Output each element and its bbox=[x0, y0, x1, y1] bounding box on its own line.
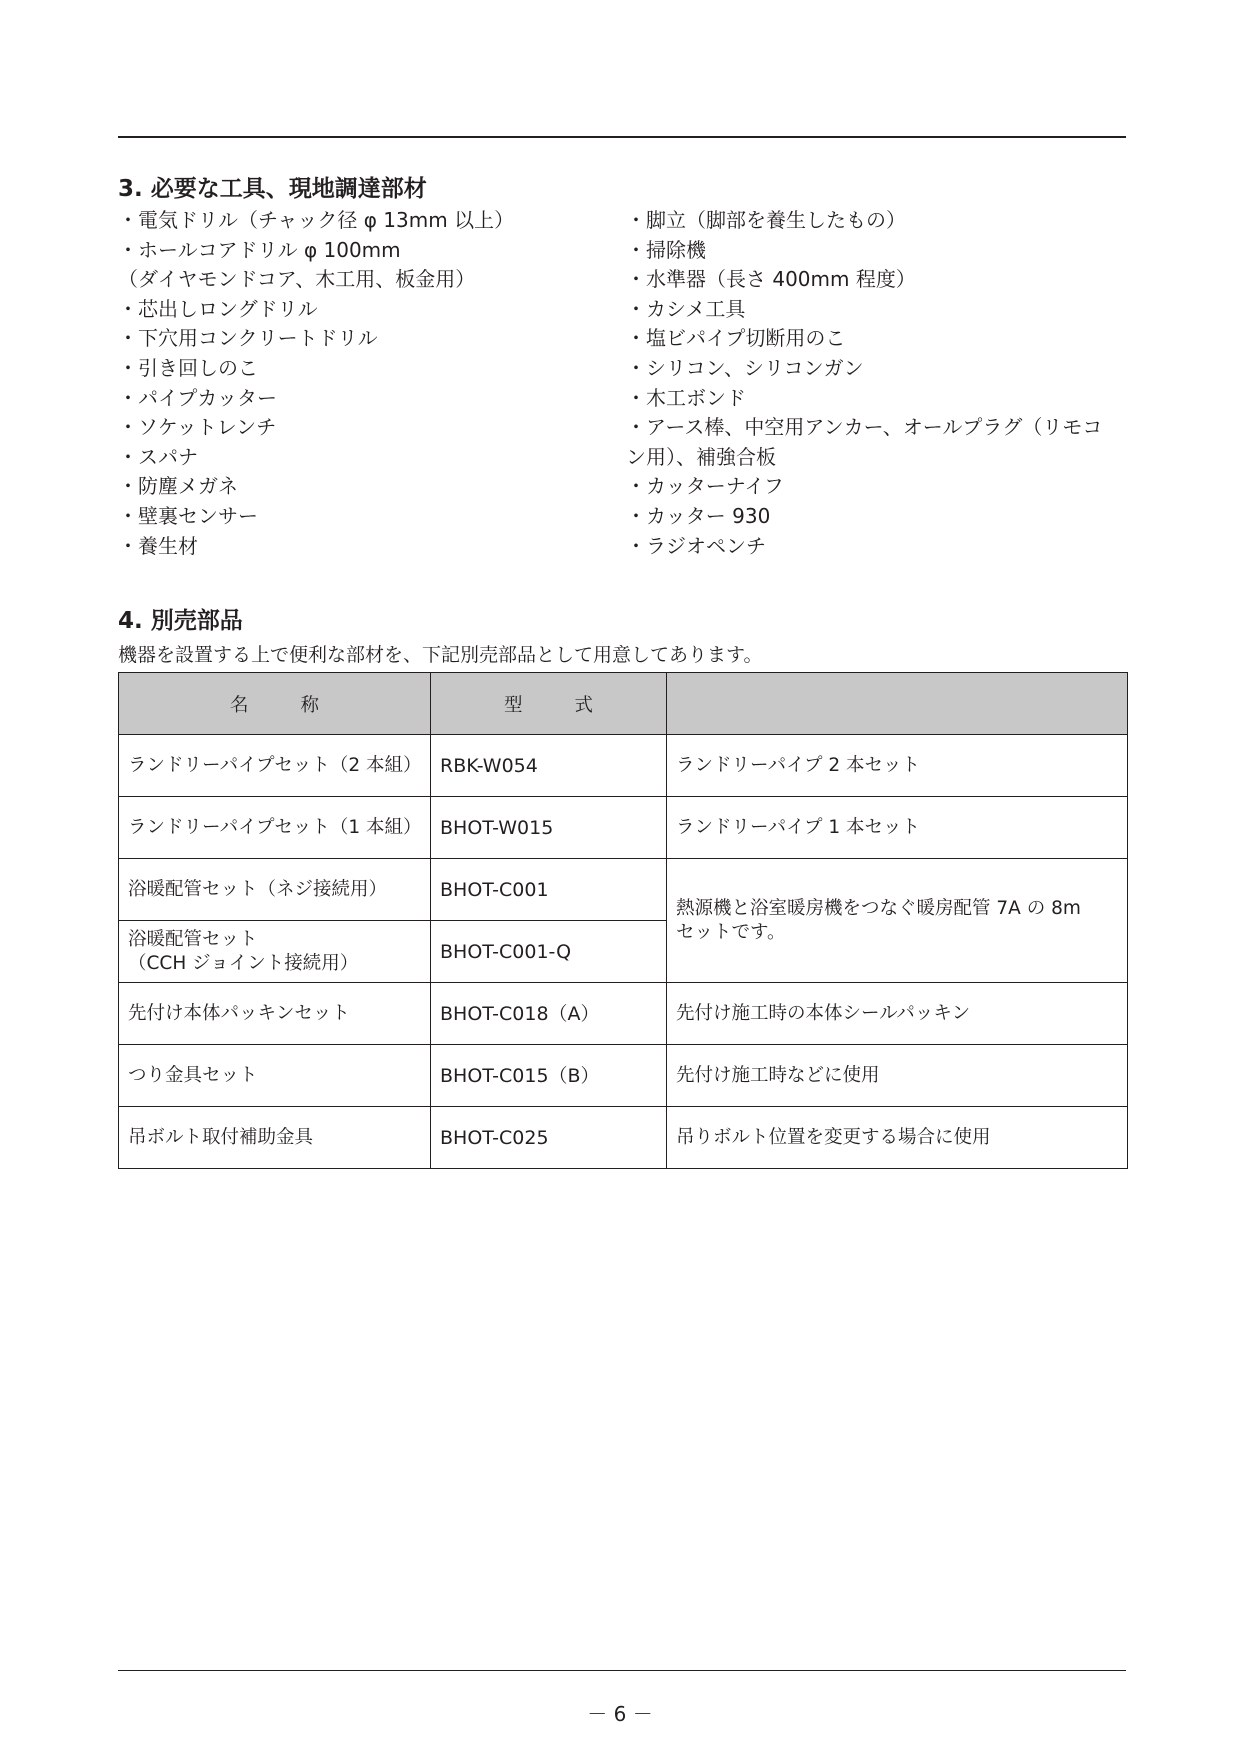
part-name: 先付け本体パッキンセット bbox=[119, 983, 431, 1045]
bottom-rule bbox=[118, 1670, 1126, 1671]
part-name: ランドリーパイプセット（2 本組） bbox=[119, 735, 431, 797]
part-description: 熱源機と浴室暖房機をつなぐ暖房配管 7A の 8m セットです。 bbox=[667, 859, 1128, 983]
section-3-title: 3. 必要な工具、現地調達部材 bbox=[118, 176, 427, 202]
table-row bbox=[119, 797, 1128, 859]
list-item: ・カッターナイフ bbox=[626, 474, 784, 499]
list-item: ・カッター 930 bbox=[626, 503, 771, 528]
list-item: ・木工ボンド bbox=[626, 385, 746, 410]
list-item: ・掃除機 bbox=[626, 237, 706, 262]
part-model: BHOT-C001 bbox=[431, 859, 667, 921]
page-number: － 6 － bbox=[587, 1702, 653, 1726]
table-row bbox=[119, 1107, 1128, 1169]
part-model: RBK-W054 bbox=[431, 735, 667, 797]
list-item: ・電気ドリル（チャック径 φ 13mm 以上） bbox=[118, 208, 515, 232]
list-item: ・カシメ工具 bbox=[626, 296, 746, 321]
header-description bbox=[667, 673, 1128, 735]
tools-list-right bbox=[626, 206, 1126, 561]
part-name: 浴暖配管セット（ネジ接続用） bbox=[119, 859, 431, 921]
list-item: ・防塵メガネ bbox=[118, 474, 238, 499]
table-header-row bbox=[119, 673, 1128, 735]
part-description: 先付け施工時などに使用 bbox=[667, 1045, 1128, 1107]
list-item: ・下穴用コンクリートドリル bbox=[118, 326, 378, 351]
tools-list-left bbox=[118, 206, 618, 561]
list-item: ・シリコン、シリコンガン bbox=[626, 355, 864, 380]
list-item: ・ホールコアドリル φ 100mm （ダイヤモンドコア、木工用、板金用） bbox=[118, 237, 476, 292]
table-row bbox=[119, 735, 1128, 797]
list-item: ・引き回しのこ bbox=[118, 355, 258, 380]
list-item: ・パイプカッター bbox=[118, 385, 277, 410]
list-item: ・ラジオペンチ bbox=[626, 533, 766, 558]
table-row bbox=[119, 983, 1128, 1045]
part-model: BHOT-W015 bbox=[431, 797, 667, 859]
part-name: つり金具セット bbox=[119, 1045, 431, 1107]
part-description: ランドリーパイプ 2 本セット bbox=[667, 735, 1128, 797]
header-model: 型式 bbox=[431, 673, 667, 735]
part-description: 先付け施工時の本体シールパッキン bbox=[667, 983, 1128, 1045]
optional-parts-table bbox=[118, 672, 1128, 1169]
part-name: ランドリーパイプセット（1 本組） bbox=[119, 797, 431, 859]
section-4-title: 4. 別売部品 bbox=[118, 608, 243, 634]
top-rule bbox=[118, 136, 1126, 138]
part-model: BHOT-C015（B） bbox=[431, 1045, 667, 1107]
part-model: BHOT-C001-Q bbox=[431, 921, 667, 983]
header-name: 名称 bbox=[119, 673, 431, 735]
list-item: ・壁裏センサー bbox=[118, 503, 258, 528]
section-4-intro: 機器を設置する上で便利な部材を、下記別売部品として用意してあります。 bbox=[118, 644, 763, 666]
part-model: BHOT-C025 bbox=[431, 1107, 667, 1169]
list-item: ・塩ビパイプ切断用のこ bbox=[626, 326, 846, 351]
part-description: 吊りボルト位置を変更する場合に使用 bbox=[667, 1107, 1128, 1169]
part-model: BHOT-C018（A） bbox=[431, 983, 667, 1045]
table-row bbox=[119, 1045, 1128, 1107]
list-item: ・水準器（長さ 400mm 程度） bbox=[626, 267, 916, 292]
list-item: ・脚立（脚部を養生したもの） bbox=[626, 208, 906, 232]
part-name: 吊ボルト取付補助金具 bbox=[119, 1107, 431, 1169]
list-item: ・養生材 bbox=[118, 533, 198, 558]
table-row bbox=[119, 859, 1128, 921]
part-description: ランドリーパイプ 1 本セット bbox=[667, 797, 1128, 859]
list-item: ・アース棒、中空用アンカー、オールプラグ（リモコ ン用）、補強合板 bbox=[626, 415, 1103, 469]
part-name: 浴暖配管セット （CCH ジョイント接続用） bbox=[119, 921, 431, 983]
list-item: ・スパナ bbox=[118, 444, 198, 469]
list-item: ・ソケットレンチ bbox=[118, 415, 277, 440]
list-item: ・芯出しロングドリル bbox=[118, 296, 318, 321]
